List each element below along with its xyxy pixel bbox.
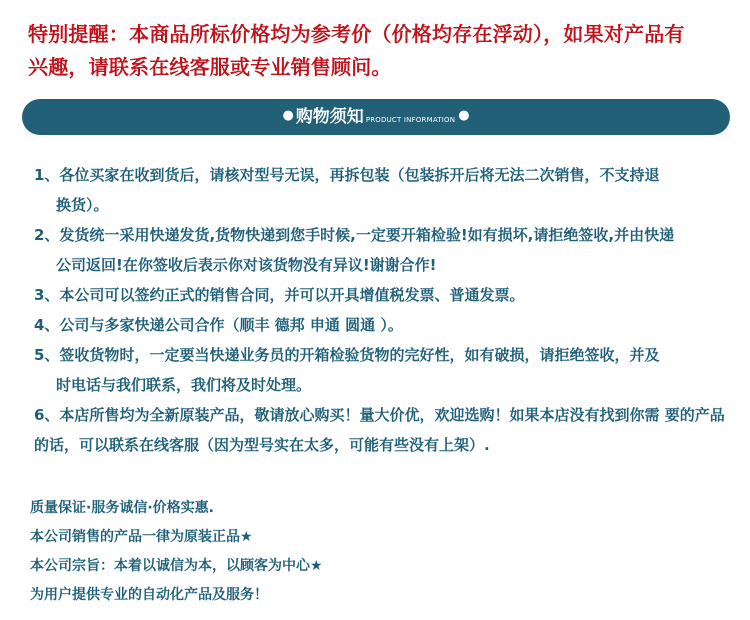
rule-text-continuation: 换货）。 (56, 196, 109, 214)
special-notice (28, 18, 728, 84)
rule-item (34, 400, 730, 460)
rule-item (34, 340, 730, 400)
rule-item (34, 220, 730, 280)
notice-line-1: 特别提醒：本商品所标价格均为参考价（价格均存在浮动），如果对产品有 (28, 22, 685, 46)
statement-line: 为用户提供专业的自动化产品及服务！ (30, 587, 268, 603)
company-statement (30, 494, 720, 610)
rule-item (34, 160, 730, 220)
banner-subtitle: PRODUCT INFORMATION (365, 116, 456, 124)
statement-line: 本公司销售的产品一律为原装正品★ (30, 529, 253, 545)
shopping-rules-list (34, 160, 730, 460)
rule-text-continuation: 要的产品的话，可以联系在线客服（因为型号实在太多，可能有些没有上架）. (34, 406, 725, 454)
rule-text-continuation: 时电话与我们联系，我们将及时处理。 (56, 376, 312, 394)
rule-item (34, 310, 730, 340)
statement-line: 本公司宗旨：本着以诚信为本，以顾客为中心★ (30, 558, 323, 574)
rule-item (34, 280, 730, 310)
notice-line-2: 兴趣，请联系在线客服或专业销售顾问。 (28, 55, 392, 79)
bullet-dot-icon: ● (282, 107, 294, 123)
shopping-notice-banner (22, 99, 730, 135)
rule-text-continuation: 公司返回!在你签收后表示你对该货物没有异议!谢谢合作! (56, 256, 437, 274)
rule-text: 4、公司与多家快递公司合作（顺丰 德邦 申通 圆通 ）。 (34, 316, 403, 334)
banner-title: 购物须知 (295, 107, 364, 127)
rule-text: 1、各位买家在收到货后，请核对型号无误，再拆包装（包装拆开后将无法二次销售，不支持退 (34, 166, 660, 184)
rule-text: 6、本店所售均为全新原装产品，敬请放心购买！量大价优，欢迎选购！如果本店没有找到你需 (34, 406, 660, 424)
rule-text: 5、签收货物时，一定要当快递业务员的开箱检验货物的完好性，如有破损，请拒绝签收，并及 (34, 346, 660, 364)
bullet-dot-icon: ● (458, 107, 470, 123)
statement-line: 质量保证·服务诚信·价格实惠. (30, 500, 214, 516)
rule-text: 3、本公司可以签约正式的销售合同，并可以开具增值税发票、普通发票。 (34, 286, 525, 304)
rule-text: 2、发货统一采用快递发货,货物快递到您手时候,一定要开箱检验!如有损坏,请拒绝签收,并由快递 (34, 226, 675, 244)
